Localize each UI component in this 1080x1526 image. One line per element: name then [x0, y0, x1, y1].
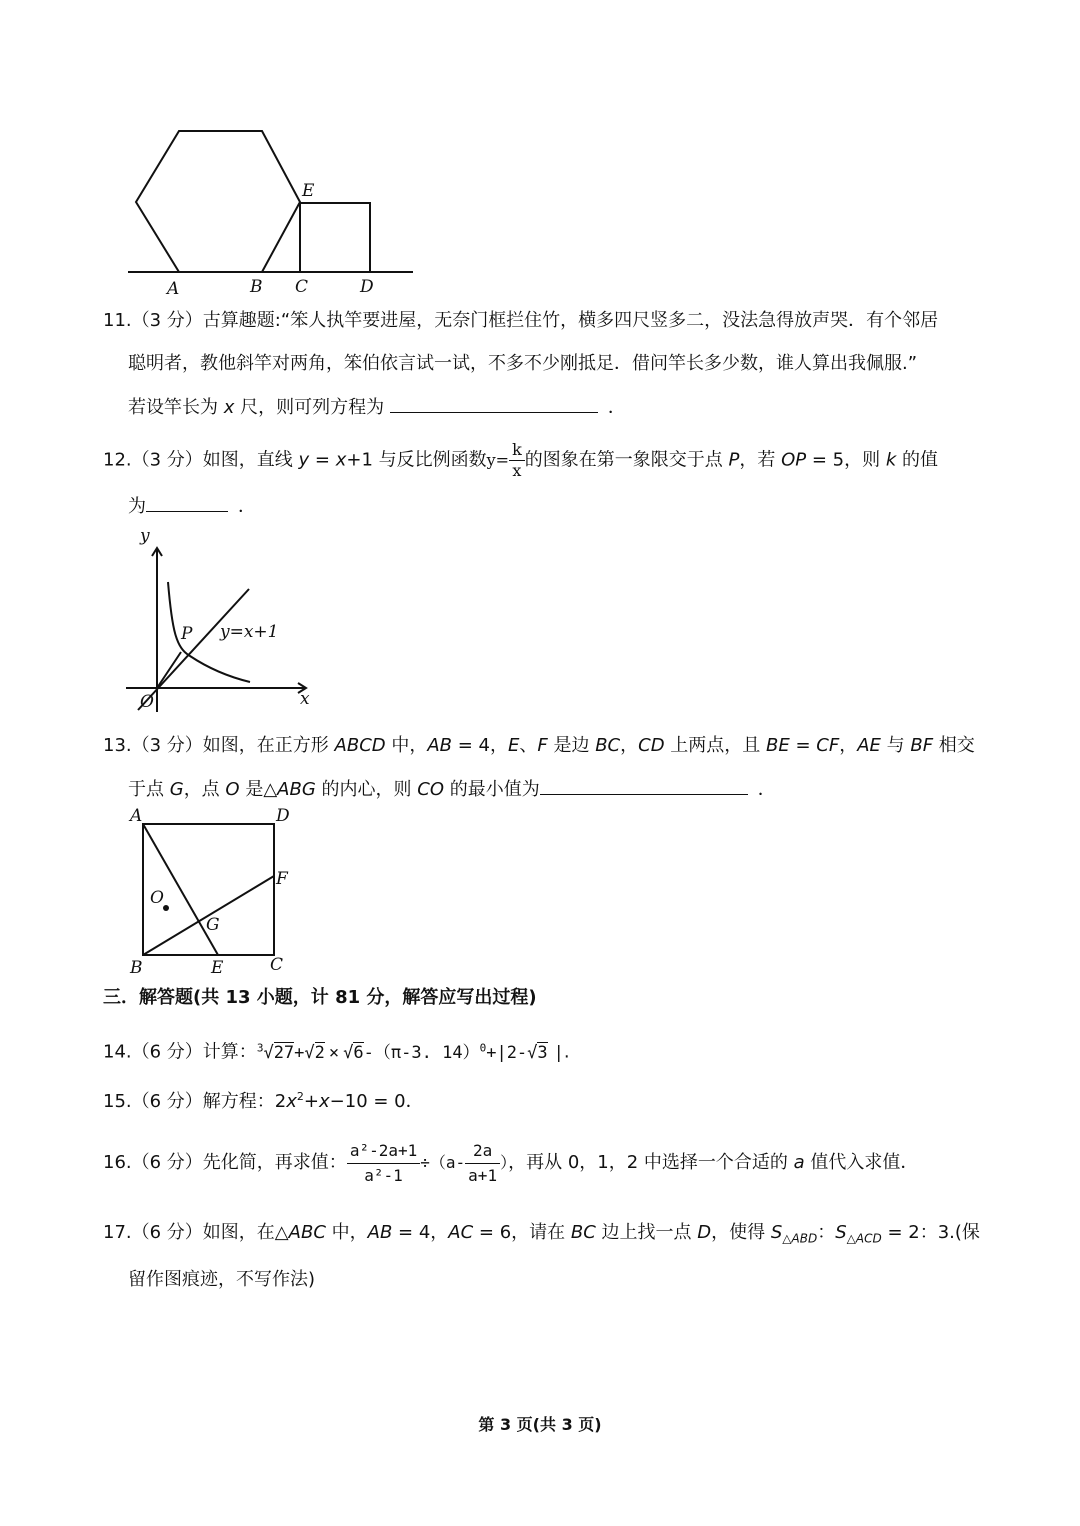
sq-label-g: G: [206, 915, 220, 935]
q14-root-index: 3: [256, 1041, 264, 1054]
label-d: D: [360, 277, 374, 297]
q15-line: [103, 1085, 424, 1114]
q13-text-l: 与: [880, 735, 911, 756]
q12-k: k: [885, 449, 897, 471]
sq-label-o: O: [150, 888, 164, 908]
q11-text2: 尺，则可列方程为: [234, 397, 390, 418]
q15-a: 15.（6 分）解方程：2: [103, 1091, 287, 1112]
q14-end: .: [563, 1041, 570, 1063]
q11-text: 若设竿长为: [128, 397, 224, 418]
q12-answer-blank[interactable]: [146, 493, 228, 512]
q16-suffix-a: ，再从 0，1，2 中选择一个合适的: [508, 1152, 794, 1173]
q13-bc: BC: [595, 735, 621, 756]
q17-s2: S: [835, 1222, 847, 1243]
q12-y: y: [298, 449, 310, 471]
q13-l2-co: CO: [417, 779, 444, 800]
q13-cf: CF: [816, 735, 840, 756]
q14-root-sign3: √: [343, 1042, 354, 1063]
q13-text-h: ，: [620, 735, 639, 756]
q13-text-b: 中，: [385, 735, 428, 756]
q17-line2: 留作图痕迹，不写作法): [128, 1269, 316, 1290]
q14-abs-bar-left: |: [496, 1042, 507, 1063]
graph-label-line: y=x+1: [220, 622, 279, 642]
q12-x: x: [335, 449, 347, 471]
sq-label-e: E: [211, 958, 224, 978]
q15-x2: x: [319, 1091, 330, 1112]
sq-label-f: F: [276, 869, 288, 889]
q11-line3: [128, 394, 626, 420]
q13-l2-b: ，点: [183, 779, 226, 800]
q16-fraction2: [465, 1139, 500, 1188]
q14-abs-bar-right: |: [553, 1042, 564, 1063]
q14-abs-a: 2-: [506, 1042, 528, 1063]
q12-y-eq: y=: [486, 450, 510, 470]
label-b: B: [250, 277, 263, 297]
q14-root-sign2: √: [304, 1042, 315, 1063]
label-a: A: [167, 279, 180, 299]
graph-label-x: x: [300, 689, 310, 709]
q12-frac-num: k: [509, 440, 525, 461]
sq-label-b: B: [130, 958, 143, 978]
q16-line: [103, 1137, 918, 1189]
q13-text-g: 是边: [547, 735, 596, 756]
q14-minus: -（π-3. 14）: [363, 1042, 480, 1063]
q13-line1: [103, 734, 975, 758]
q13-ae: AE: [857, 735, 881, 756]
line-y-x-plus-1: [138, 589, 249, 710]
q14-root-sign4: √: [527, 1042, 538, 1063]
q13-l2-d: 的内心，则: [315, 779, 418, 800]
q16-var-a: a: [793, 1152, 805, 1173]
q16-suffix-b: 值代入求值．: [804, 1152, 919, 1173]
graph-label-y: y: [140, 526, 150, 546]
q15-sq: 2: [296, 1090, 304, 1103]
q16-div: ÷（a: [420, 1153, 456, 1172]
q17-h: = 2：3.(保: [881, 1222, 980, 1243]
q15-c: −10 = 0．: [329, 1091, 424, 1112]
q11-end: ．: [607, 397, 626, 418]
q17-s1sub: △ABD: [782, 1231, 818, 1246]
q13-l2-o: O: [225, 779, 240, 800]
q12-text-g: = 5，则: [806, 449, 886, 471]
q17-a: 17.（6 分）如图，在△: [103, 1222, 289, 1243]
q17-dd: D: [697, 1222, 712, 1243]
q16-fraction1: [347, 1139, 420, 1188]
graph-label-p: P: [181, 624, 193, 644]
sq-label-c: C: [270, 955, 284, 975]
q13-line2: [128, 776, 776, 802]
q12-p: P: [728, 449, 740, 471]
q17-abc: ABC: [288, 1222, 326, 1243]
q11-var-x: x: [223, 397, 235, 418]
q11-line2: 聪明者，教他斜竿对两角，笨伯依言试一试，不多不少刚抵足．借问竿长多少数，谁人算出我佩服.”: [128, 353, 918, 374]
square-cdef: [300, 203, 370, 272]
q16-prefix: 16.（6 分）先化简，再求值：: [103, 1152, 347, 1173]
q13-l2-abg: ABG: [277, 779, 316, 800]
hexagon: [136, 131, 300, 272]
q16-num: a²-2a+1: [347, 1139, 420, 1164]
q13-ab: AB: [427, 735, 453, 756]
segment-op: [157, 652, 181, 688]
q13-l2-c: 是△: [239, 779, 278, 800]
label-e: E: [302, 181, 315, 201]
q12-text-f: ，若: [739, 449, 782, 471]
q12-frac-den: x: [512, 461, 522, 480]
graph-label-o: O: [140, 692, 154, 712]
q15-x1: x: [286, 1091, 297, 1112]
q12-text-h: 的值: [896, 449, 939, 471]
q13-text-a: 13.（3 分）如图，在正方形: [103, 735, 335, 756]
q12-text-e: 的图象在第一象限交于点: [524, 449, 729, 471]
q14-plus1: +: [294, 1042, 305, 1063]
q13-e: E: [508, 735, 520, 756]
q13-text-k: ，: [839, 735, 858, 756]
q17-bc: BC: [570, 1222, 596, 1243]
q14-plus2: +: [486, 1042, 497, 1063]
q16-den2: a+1: [468, 1165, 498, 1185]
section3-title: 三．解答题(共 13 小题，计 81 分，解答应写出过程): [103, 987, 537, 1008]
q14-r1: 27: [273, 1042, 295, 1063]
q13-text-m: 相交: [933, 735, 975, 756]
q13-l2-e: 的最小值为: [444, 779, 540, 800]
q16-num2: 2a: [465, 1139, 500, 1164]
q13-abcd: ABCD: [334, 735, 386, 756]
sq-label-d: D: [276, 806, 290, 826]
q13-l2-g: G: [169, 779, 184, 800]
sq-label-a: A: [130, 806, 143, 826]
q13-text-d: 、: [519, 735, 538, 756]
q17-s1: S: [770, 1222, 783, 1243]
q13-bf: BF: [910, 735, 934, 756]
q12-fraction: [509, 440, 525, 481]
q12-end: ．: [238, 496, 256, 517]
q14-r4: 3: [537, 1042, 548, 1063]
q13-l2-a: 于点: [128, 779, 170, 800]
q13-end: ．: [757, 779, 776, 800]
q16-den: a²-1: [364, 1165, 403, 1185]
q13-text-j: =: [789, 735, 817, 756]
q17-ac: AC: [448, 1222, 474, 1243]
q17-d: = 6，请在: [473, 1222, 571, 1243]
q14-prefix: 14.（6 分）计算：: [103, 1041, 257, 1063]
q14-r3: 6: [353, 1042, 364, 1063]
q13-text-c: = 4，: [452, 735, 509, 756]
q16-close: ）: [500, 1153, 509, 1172]
q16-minus: -: [455, 1153, 466, 1172]
q17-line1: [103, 1221, 980, 1251]
q13-cd: CD: [638, 735, 665, 756]
q13-be: BE: [766, 735, 790, 756]
q14-expression: [257, 1043, 564, 1063]
q12-text-d: +1 与反比例函数: [346, 449, 487, 471]
q14-exp0: 0: [479, 1041, 487, 1054]
q17-ab: AB: [367, 1222, 393, 1243]
q12-line1: [103, 440, 938, 481]
q17-g: ：: [817, 1222, 836, 1243]
q11-line1: 11.（3 分）古算趣题:“笨人执竿要进屋，无奈门框拦住竹，横多四尺竖多二，没法急得放声哭．有个邻居: [103, 310, 939, 331]
q12-text-a: 12.（3 分）如图，直线: [103, 449, 299, 471]
q17-b: 中，: [325, 1222, 368, 1243]
q14-root-sign: √: [263, 1042, 274, 1063]
q14-times: ×: [328, 1042, 340, 1063]
q14-line: [103, 1036, 570, 1065]
q17-f: ，使得: [711, 1222, 771, 1243]
q15-b: +: [303, 1091, 320, 1112]
q14-r2: 2: [314, 1042, 325, 1063]
q13-f: F: [537, 735, 548, 756]
q17-c: = 4，: [392, 1222, 449, 1243]
q11-answer-blank[interactable]: [390, 394, 598, 413]
q12-op: OP: [781, 449, 807, 471]
q13-text-i: 上两点，且: [664, 735, 767, 756]
q17-e: 边上找一点: [595, 1222, 698, 1243]
q12-text-b: =: [309, 449, 336, 471]
q17-s2sub: △ACD: [846, 1231, 882, 1246]
q12-line2: [128, 493, 256, 519]
q13-answer-blank[interactable]: [540, 776, 748, 795]
label-c: C: [295, 277, 309, 297]
q12-wei: 为: [128, 496, 146, 517]
page-footer: 第 3 页(共 3 页): [478, 1415, 602, 1434]
